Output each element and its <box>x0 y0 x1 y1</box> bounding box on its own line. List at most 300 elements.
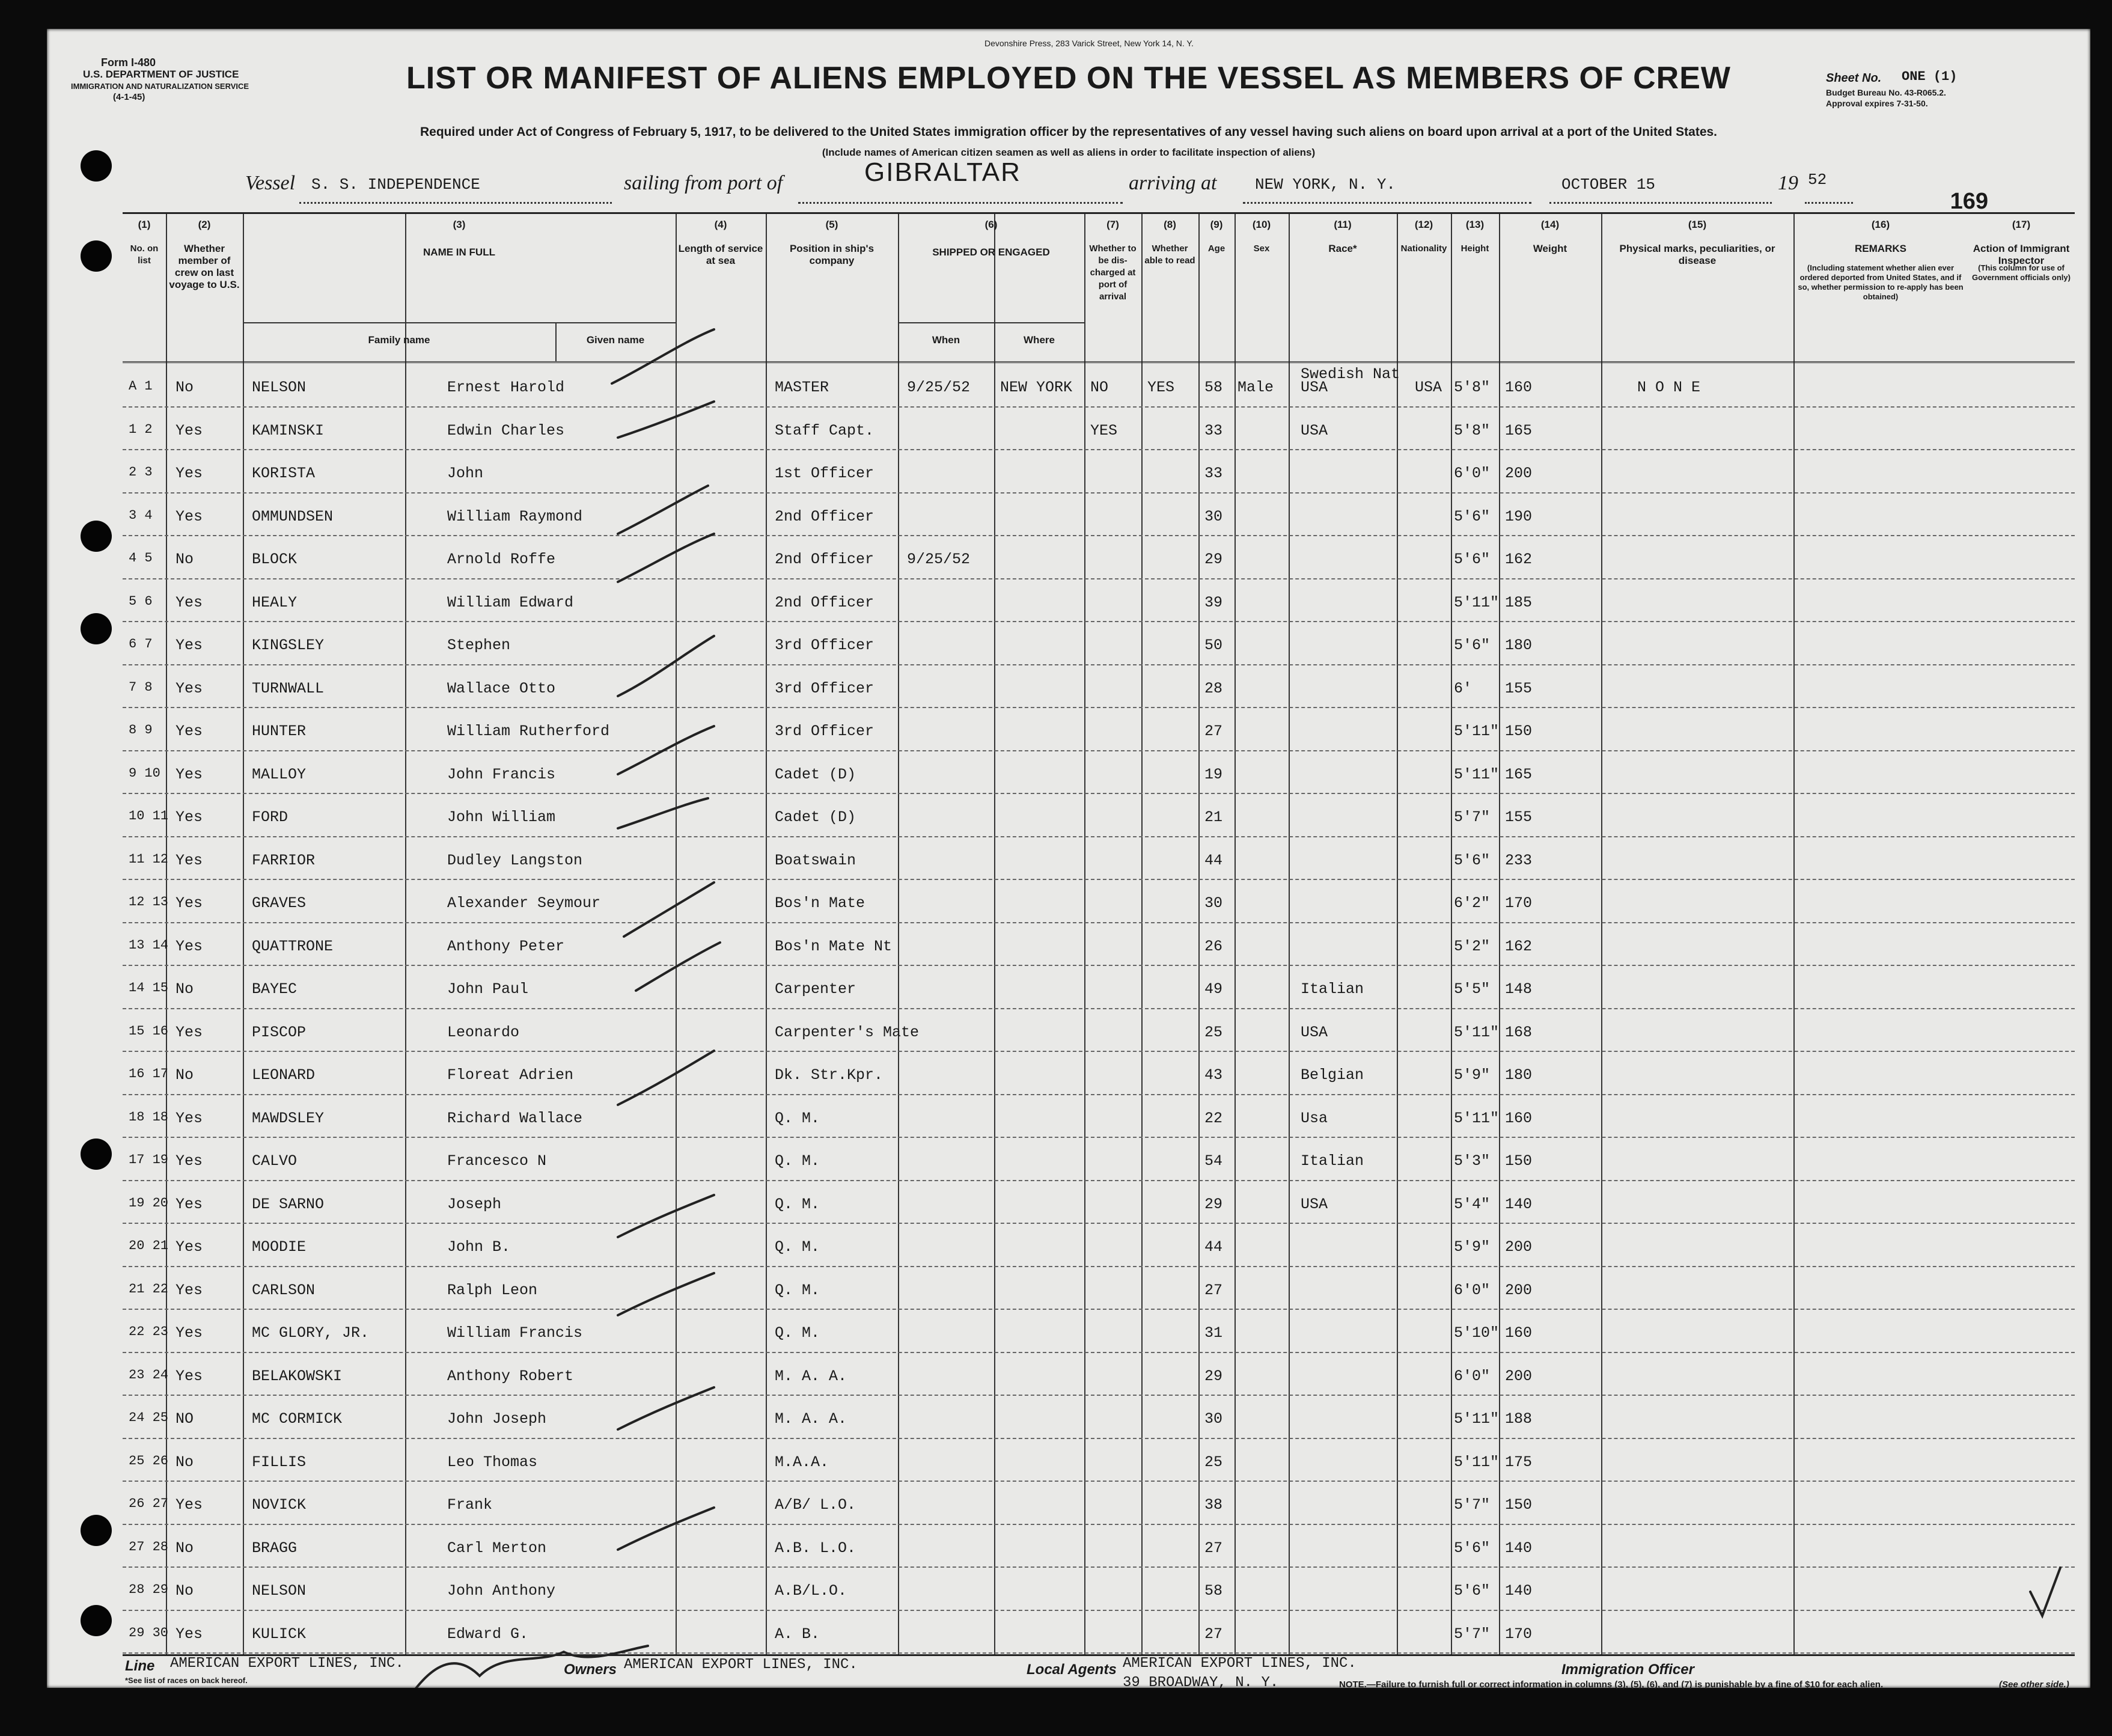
family-name: MC GLORY, JR. <box>252 1324 370 1342</box>
family-name: HEALY <box>252 593 298 611</box>
sex: Male <box>1238 379 1274 396</box>
page-note: (Include names of American citizen seamen as well as aliens in order to facilitate inspection of aliens) <box>822 147 1316 158</box>
binder-hole <box>81 150 112 182</box>
prev-voyage: Yes <box>175 723 203 740</box>
row-number: 27 28 <box>129 1539 169 1554</box>
agents-label: Local Agents <box>1027 1661 1117 1678</box>
row-number: 23 24 <box>129 1367 169 1383</box>
see-other-side: (See other side.) <box>1999 1679 2069 1690</box>
row-number: 16 17 <box>129 1066 169 1081</box>
weight: 150 <box>1505 723 1533 740</box>
vessel-label: Vessel <box>245 172 296 194</box>
row-number: A 1 <box>129 379 153 394</box>
height: 5'9" <box>1454 1238 1491 1256</box>
column-number: (14) <box>1540 219 1560 230</box>
height: 6'0" <box>1454 1367 1491 1385</box>
race: Belgian <box>1301 1066 1364 1084</box>
row-number: 8 9 <box>129 723 153 738</box>
column-number: (16) <box>1871 219 1890 230</box>
prev-voyage: Yes <box>175 1625 203 1643</box>
prev-voyage: Yes <box>175 1195 203 1213</box>
weight: 190 <box>1505 507 1533 525</box>
weight: 140 <box>1505 1582 1533 1600</box>
prev-voyage: No <box>175 1453 194 1471</box>
age: 30 <box>1204 1410 1223 1428</box>
agents-address: 39 BROADWAY, N. Y. <box>1123 1675 1279 1691</box>
race: Usa <box>1301 1109 1328 1127</box>
given-name: Anthony Peter <box>447 937 565 955</box>
weight: 170 <box>1505 1625 1533 1643</box>
weight: 148 <box>1505 980 1533 998</box>
family-name: MALLOY <box>252 765 307 783</box>
prev-voyage: Yes <box>175 1109 203 1127</box>
prev-voyage: Yes <box>175 421 203 439</box>
prev-voyage: Yes <box>175 593 203 611</box>
weight: 140 <box>1505 1539 1533 1557</box>
family-name: KAMINSKI <box>252 421 325 439</box>
column-number: (4) <box>714 219 727 230</box>
prev-voyage: Yes <box>175 937 203 955</box>
height: 5'8" <box>1454 379 1491 396</box>
given-name: John Joseph <box>447 1410 547 1428</box>
family-name: QUATTRONE <box>252 937 334 955</box>
prev-voyage: No <box>175 1539 194 1557</box>
approval-expiry: Approval expires 7-31-50. <box>1826 99 1928 108</box>
age: 39 <box>1204 593 1223 611</box>
column-number: (10) <box>1252 219 1271 230</box>
row-number: 9 10 <box>129 765 160 781</box>
family-name: KULICK <box>252 1625 307 1643</box>
column-number: (17) <box>2012 219 2031 230</box>
column-header: Whether to be dis-charged at port of arrival <box>1089 243 1137 302</box>
row-number: 13 14 <box>129 937 169 953</box>
age: 27 <box>1204 1625 1223 1643</box>
sheet-value: ONE (1) <box>1902 69 1958 84</box>
prev-voyage: Yes <box>175 1152 203 1170</box>
given-name: John Francis <box>447 765 556 783</box>
position: 2nd Officer <box>775 593 874 611</box>
age: 25 <box>1204 1453 1223 1471</box>
age: 43 <box>1204 1066 1223 1084</box>
vessel-name: S. S. INDEPENDENCE <box>311 176 480 194</box>
position: 3rd Officer <box>775 679 874 697</box>
discharged: NO <box>1090 379 1109 396</box>
shipped-when: 9/25/52 <box>907 379 971 396</box>
column-number: (8) <box>1164 219 1176 230</box>
given-name: Francesco N <box>447 1152 547 1170</box>
height: 5'7" <box>1454 1496 1491 1514</box>
age: 30 <box>1204 507 1223 525</box>
stamp-number: 169 <box>1950 189 1988 214</box>
column-number: (5) <box>825 219 838 230</box>
weight: 200 <box>1505 1281 1533 1299</box>
column-number: (12) <box>1414 219 1433 230</box>
position: Q. M. <box>775 1281 820 1299</box>
column-number: (1) <box>138 219 151 230</box>
position: Q. M. <box>775 1152 820 1170</box>
manifest-sheet <box>47 29 2090 1691</box>
age: 44 <box>1204 851 1223 869</box>
position: Q. M. <box>775 1324 820 1342</box>
age: 25 <box>1204 1023 1223 1041</box>
position: Q. M. <box>775 1238 820 1256</box>
column-number: (2) <box>198 219 211 230</box>
column-note: (This column for use of Government officials only) <box>1972 263 2071 282</box>
year-prefix: 19 <box>1778 172 1798 194</box>
age: 58 <box>1204 1582 1223 1600</box>
row-number: 15 16 <box>129 1023 169 1039</box>
weight: 160 <box>1505 1109 1533 1127</box>
binder-hole <box>81 1605 112 1636</box>
family-name: DE SARNO <box>252 1195 325 1213</box>
prev-voyage: Yes <box>175 808 203 826</box>
family-name: NOVICK <box>252 1496 307 1514</box>
row-number: 5 6 <box>129 593 153 609</box>
position: Dk. Str.Kpr. <box>775 1066 884 1084</box>
owners-label: Owners <box>564 1661 617 1678</box>
column-header: REMARKS <box>1855 243 1906 254</box>
height: 5'11" <box>1454 1109 1500 1127</box>
age: 29 <box>1204 1195 1223 1213</box>
given-name: John William <box>447 808 556 826</box>
port-name: GIBRALTAR <box>864 157 1021 187</box>
binder-hole <box>81 521 112 552</box>
weight: 165 <box>1505 765 1533 783</box>
position: M.A.A. <box>775 1453 829 1471</box>
position: A/B/ L.O. <box>775 1496 856 1514</box>
age: 19 <box>1204 765 1223 783</box>
weight: 140 <box>1505 1195 1533 1213</box>
column-number: (11) <box>1334 219 1352 230</box>
race: USA <box>1301 1023 1328 1041</box>
height: 5'3" <box>1454 1152 1491 1170</box>
shipped-when: 9/25/52 <box>907 551 971 568</box>
age: 27 <box>1204 1539 1223 1557</box>
position: Cadet (D) <box>775 808 856 826</box>
family-name: MOODIE <box>252 1238 307 1256</box>
height: 5'7" <box>1454 808 1491 826</box>
age: 58 <box>1204 379 1223 396</box>
line-label: Line <box>125 1658 155 1674</box>
position: 1st Officer <box>775 465 874 482</box>
race: USA <box>1301 1195 1328 1213</box>
line-name: AMERICAN EXPORT LINES, INC. <box>170 1655 404 1672</box>
position: Boatswain <box>775 851 856 869</box>
column-header: Physical marks, peculiarities, or disease <box>1619 243 1775 266</box>
row-number: 26 27 <box>129 1496 169 1511</box>
prev-voyage: NO <box>175 1410 194 1428</box>
given-name: Leonardo <box>447 1023 520 1041</box>
service: IMMIGRATION AND NATURALIZATION SERVICE <box>71 82 249 91</box>
page-subtitle: Required under Act of Congress of February 5, 1917, to be delivered to the United States immigration officer by the representatives of any vessel having such aliens on board upon arrival at a port of the United States. <box>420 125 1718 139</box>
age: 38 <box>1204 1496 1223 1514</box>
column-subheader: Given name <box>586 334 645 346</box>
prev-voyage: Yes <box>175 637 203 654</box>
given-name: Ernest Harold <box>447 379 565 396</box>
age: 22 <box>1204 1109 1223 1127</box>
column-header: Length of service at sea <box>678 243 763 266</box>
column-number: (13) <box>1465 219 1485 230</box>
position: Carpenter's Mate <box>775 1023 920 1041</box>
height: 6'2" <box>1454 894 1491 912</box>
physical-marks: N O N E <box>1637 379 1701 396</box>
column-subheader: Family name <box>368 334 430 346</box>
height: 5'5" <box>1454 980 1491 998</box>
position: M. A. A. <box>775 1410 847 1428</box>
prev-voyage: No <box>175 1582 194 1600</box>
discharged: YES <box>1090 421 1118 439</box>
column-header: Whether member of crew on last voyage to U.S. <box>169 243 240 290</box>
height: 5'4" <box>1454 1195 1491 1213</box>
age: 44 <box>1204 1238 1223 1256</box>
given-name: Edwin Charles <box>447 421 565 439</box>
row-number: 22 23 <box>129 1324 169 1339</box>
family-name: MC CORMICK <box>252 1410 343 1428</box>
column-header: Position in ship's company <box>789 243 874 266</box>
given-name: Joseph <box>447 1195 502 1213</box>
owners-name: AMERICAN EXPORT LINES, INC. <box>624 1657 858 1673</box>
given-name: Floreat Adrien <box>447 1066 574 1084</box>
height: 5'11" <box>1454 723 1500 740</box>
age: 31 <box>1204 1324 1223 1342</box>
position: Staff Capt. <box>775 421 874 439</box>
family-name: GRAVES <box>252 894 307 912</box>
position: Bos'n Mate <box>775 894 865 912</box>
prev-voyage: Yes <box>175 1023 203 1041</box>
column-header: Action of Immigrant Inspector <box>1973 243 2070 266</box>
given-name: Alexander Seymour <box>447 894 601 912</box>
weight: 150 <box>1505 1152 1533 1170</box>
column-header: Whether able to read <box>1144 243 1195 266</box>
row-number: 7 8 <box>129 679 153 695</box>
age: 26 <box>1204 937 1223 955</box>
row-number: 28 29 <box>129 1582 169 1597</box>
prev-voyage: Yes <box>175 1367 203 1385</box>
given-name: John Paul <box>447 980 529 998</box>
row-number: 1 2 <box>129 421 153 437</box>
given-name: Ralph Leon <box>447 1281 538 1299</box>
row-number: 11 12 <box>129 851 169 867</box>
weight: 185 <box>1505 593 1533 611</box>
able-to-read: YES <box>1147 379 1175 396</box>
family-name: KORISTA <box>252 465 316 482</box>
handwritten-checkmarks <box>47 29 2090 1688</box>
row-number: 3 4 <box>129 507 153 523</box>
row-number: 21 22 <box>129 1281 169 1297</box>
prev-voyage: No <box>175 551 194 568</box>
family-name: PISCOP <box>252 1023 307 1041</box>
height: 5'11" <box>1454 765 1500 783</box>
height: 5'10" <box>1454 1324 1500 1342</box>
age: 33 <box>1204 465 1223 482</box>
row-number: 10 11 <box>129 808 169 824</box>
row-number: 12 13 <box>129 894 169 909</box>
race: USA <box>1301 421 1328 439</box>
given-name: Stephen <box>447 637 511 654</box>
weight: 155 <box>1505 808 1533 826</box>
height: 6'0" <box>1454 1281 1491 1299</box>
height: 6' <box>1454 679 1473 697</box>
prev-voyage: No <box>175 980 194 998</box>
prev-voyage: Yes <box>175 1324 203 1342</box>
position: A.B. L.O. <box>775 1539 856 1557</box>
family-name: HUNTER <box>252 723 307 740</box>
age: 50 <box>1204 637 1223 654</box>
row-number: 17 19 <box>129 1152 169 1167</box>
weight: 162 <box>1505 551 1533 568</box>
column-header: Race* <box>1328 243 1357 254</box>
row-number: 29 30 <box>129 1625 169 1640</box>
form-number: Form I-480 <box>101 57 156 69</box>
column-header: SHIPPED OR ENGAGED <box>932 246 1050 258</box>
weight: 175 <box>1505 1453 1533 1471</box>
height: 5'6" <box>1454 1582 1491 1600</box>
age: 28 <box>1204 679 1223 697</box>
age: 49 <box>1204 980 1223 998</box>
given-name: Anthony Robert <box>447 1367 574 1385</box>
given-name: William Raymond <box>447 507 583 525</box>
height: 5'8" <box>1454 421 1491 439</box>
height: 5'11" <box>1454 1410 1500 1428</box>
binder-hole <box>81 240 112 272</box>
arrival-date: OCTOBER 15 <box>1561 176 1656 194</box>
sheet-label: Sheet No. <box>1826 72 1882 85</box>
position: A.B/L.O. <box>775 1582 847 1600</box>
sailing-label: sailing from port of <box>624 172 783 194</box>
department: U.S. DEPARTMENT OF JUSTICE <box>83 69 239 80</box>
race: Italian <box>1301 980 1364 998</box>
height: 5'6" <box>1454 507 1491 525</box>
shipped-where: NEW YORK <box>1000 379 1073 396</box>
position: Q. M. <box>775 1195 820 1213</box>
binder-hole <box>81 613 112 644</box>
family-name: LEONARD <box>252 1066 316 1084</box>
given-name: Dudley Langston <box>447 851 583 869</box>
prev-voyage: Yes <box>175 507 203 525</box>
column-subheader: When <box>932 334 960 346</box>
given-name: William Rutherford <box>447 723 610 740</box>
prev-voyage: No <box>175 1066 194 1084</box>
weight: 165 <box>1505 421 1533 439</box>
given-name: Richard Wallace <box>447 1109 583 1127</box>
given-name: John Anthony <box>447 1582 556 1600</box>
column-subheader: Where <box>1024 334 1055 346</box>
column-number: (15) <box>1688 219 1707 230</box>
position: Q. M. <box>775 1109 820 1127</box>
given-name: Carl Merton <box>447 1539 547 1557</box>
column-header: Sex <box>1253 243 1270 254</box>
given-name: Edward G. <box>447 1625 529 1643</box>
position: Bos'n Mate Nt <box>775 937 893 955</box>
column-header: Age <box>1207 243 1225 254</box>
age: 29 <box>1204 1367 1223 1385</box>
weight: 168 <box>1505 1023 1533 1041</box>
family-name: TURNWALL <box>252 679 325 697</box>
height: 5'6" <box>1454 1539 1491 1557</box>
position: 2nd Officer <box>775 507 874 525</box>
given-name: William Francis <box>447 1324 583 1342</box>
race: Swedish Nat USA <box>1301 365 1400 396</box>
family-name: OMMUNDSEN <box>252 507 334 525</box>
family-name: FARRIOR <box>252 851 316 869</box>
weight: 188 <box>1505 1410 1533 1428</box>
family-name: CARLSON <box>252 1281 316 1299</box>
position: Cadet (D) <box>775 765 856 783</box>
arriving-port: NEW YORK, N. Y. <box>1255 176 1396 194</box>
age: 27 <box>1204 723 1223 740</box>
given-name: John B. <box>447 1238 511 1256</box>
family-name: FILLIS <box>252 1453 307 1471</box>
position: A. B. <box>775 1625 820 1643</box>
nationality: USA <box>1415 379 1442 396</box>
family-name: CALVO <box>252 1152 298 1170</box>
weight: 160 <box>1505 1324 1533 1342</box>
column-header: Height <box>1460 243 1489 254</box>
year-value: 52 <box>1808 171 1827 189</box>
row-number: 2 3 <box>129 465 153 480</box>
column-number: (7) <box>1106 219 1119 230</box>
arriving-label: arriving at <box>1129 172 1217 194</box>
prev-voyage: Yes <box>175 765 203 783</box>
family-name: KINGSLEY <box>252 637 325 654</box>
weight: 200 <box>1505 1367 1533 1385</box>
age: 33 <box>1204 421 1223 439</box>
family-name: BRAGG <box>252 1539 298 1557</box>
family-name: BAYEC <box>252 980 298 998</box>
weight: 170 <box>1505 894 1533 912</box>
height: 5'11" <box>1454 1453 1500 1471</box>
position: Carpenter <box>775 980 856 998</box>
race: Italian <box>1301 1152 1364 1170</box>
prev-voyage: No <box>175 379 194 396</box>
prev-voyage: Yes <box>175 1496 203 1514</box>
height: 5'6" <box>1454 637 1491 654</box>
age: 30 <box>1204 894 1223 912</box>
height: 5'6" <box>1454 551 1491 568</box>
row-number: 19 20 <box>129 1195 169 1211</box>
given-name: John <box>447 465 484 482</box>
column-note: (Including statement whether alien ever ordered deported from United States, and if so, whether permission to re-apply has been obtained) <box>1798 263 1964 301</box>
binder-hole <box>81 1138 112 1170</box>
given-name: Arnold Roffe <box>447 551 556 568</box>
binder-hole <box>81 1515 112 1546</box>
age: 29 <box>1204 551 1223 568</box>
age: 54 <box>1204 1152 1223 1170</box>
height: 5'7" <box>1454 1625 1491 1643</box>
penalty-note: NOTE.—Failure to furnish full or correct information in columns (3), (5), (6), and (7) is punishable by a fine of $10 for each alien. <box>1339 1679 1884 1690</box>
weight: 200 <box>1505 465 1533 482</box>
row-number: 25 26 <box>129 1453 169 1469</box>
row-number: 24 25 <box>129 1410 169 1425</box>
family-name: BLOCK <box>252 551 298 568</box>
position: 3rd Officer <box>775 723 874 740</box>
height: 5'9" <box>1454 1066 1491 1084</box>
weight: 150 <box>1505 1496 1533 1514</box>
column-number: (6) <box>984 219 998 230</box>
position: 3rd Officer <box>775 637 874 654</box>
given-name: Frank <box>447 1496 493 1514</box>
height: 5'6" <box>1454 851 1491 869</box>
column-header: NAME IN FULL <box>423 246 495 258</box>
form-edition: (4-1-45) <box>113 92 145 102</box>
printer-line: Devonshire Press, 283 Varick Street, New York 14, N. Y. <box>984 38 1194 48</box>
prev-voyage: Yes <box>175 1238 203 1256</box>
family-name: MAWDSLEY <box>252 1109 325 1127</box>
height: 5'2" <box>1454 937 1491 955</box>
weight: 162 <box>1505 937 1533 955</box>
weight: 180 <box>1505 1066 1533 1084</box>
height: 5'11" <box>1454 1023 1500 1041</box>
